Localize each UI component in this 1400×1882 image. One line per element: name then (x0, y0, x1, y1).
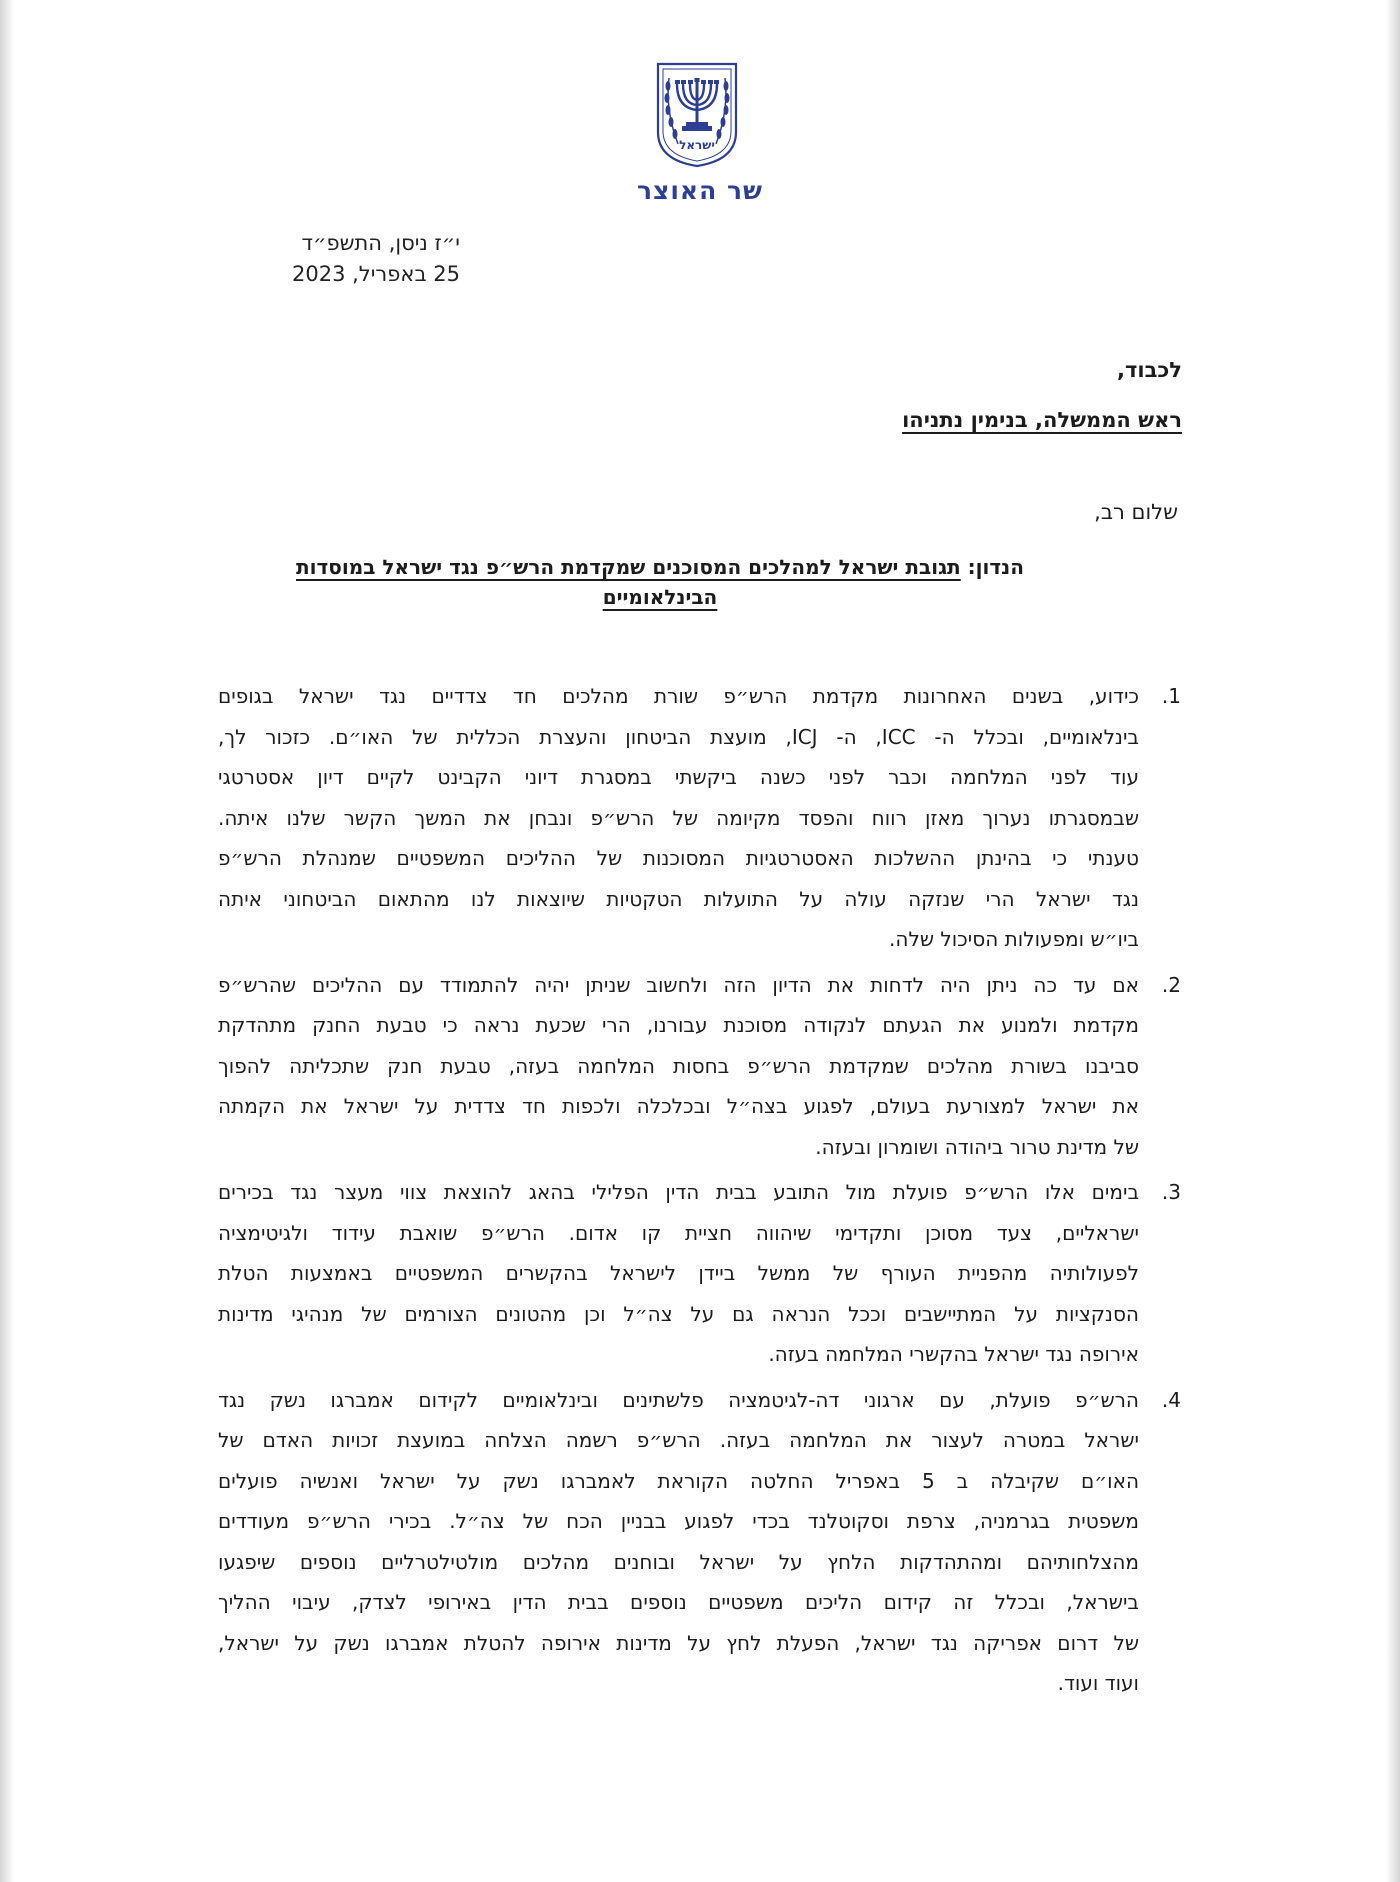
paragraph-number: 1. (1161, 684, 1181, 708)
subject-line (245, 552, 1075, 612)
paragraph-line: הרש״פ פועלת, עם ארגוני דה-לגיטמציה פלשתינים ובינלאומיים לקידום אמברגו נשק נגד (218, 1387, 1139, 1412)
emblem-text: ישראל (679, 138, 715, 152)
paragraph-line: כידוע, בשנים האחרונות מקדמת הרש״פ שורת מהלכים חד צדדיים נגד ישראל בגופים (218, 684, 1139, 708)
paragraph-line: מקדמת ולמנוע את הגעתם לנקודה מסוכנת עבורנו, הרי שכעת נראה כי טבעת החנק מתהדקת (218, 1013, 1139, 1037)
paragraph-line: נגד ישראל הרי שנזקה עולה על התועלות הטקטיות שיוצאות לנו מהתאום הביטחוני איתה (218, 886, 1139, 911)
issuer-title: שר האוצר (636, 176, 764, 205)
addressee-block (482, 358, 1182, 432)
paragraph-line: עוד לפני המלחמה וכבר לפני כשנה ביקשתי במסגרת דיוני הקבינט לקיים דיון אסטרטגי (218, 765, 1139, 789)
subject-text-line-2: הבינלאומיים (602, 585, 718, 609)
addressee-salutation: לכבוד, (1117, 358, 1182, 382)
paragraph-line: מהצלחותיהם ומהתהדקות הלחץ על ישראל ובוחנים מהלכים מולטילטרליים נוספים שיפגעו (218, 1549, 1139, 1574)
paragraph-line: טענתי כי בהינתן ההשלכות האסטרטגיות המסוכנות של ההליכים המשפטיים שמנהלת הרש״פ (218, 846, 1139, 870)
paragraph-2 (218, 965, 1181, 1168)
paragraph-line: בימים אלו הרש״פ פועלת מול התובע בבית הדין הפלילי בהאג להוצאת צווי מעצר נגד בכירים (218, 1180, 1139, 1204)
state-emblem-icon (652, 60, 742, 170)
paragraph-line: משפטית בגרמניה, צרפת וסקוטלנד בכדי לפגוע בבניין הכח של צה״ל. בכירי הרש״פ מעודדים (218, 1509, 1139, 1533)
paragraph-4 (218, 1380, 1181, 1704)
paragraph-line: של מדינת טרור ביהודה ושומרון ובעזה. (815, 1134, 1139, 1159)
paragraph-number: 3. (1161, 1180, 1181, 1204)
paragraph-line: לפעולותיה מהפניית העורף של ממשל ביידן לישראל בהקשרים המשפטיים באמצעות הטלת (218, 1261, 1139, 1285)
subject-prefix: הנדון: (960, 555, 1024, 579)
paragraph-1 (218, 676, 1181, 960)
paragraph-line: אם עד כה ניתן היה לדחות את הדיון הזה ולחשוב שניתן יהיה להתמודד עם ההליכים שהרש״פ (218, 972, 1139, 997)
paragraph-line: שבמסגרתו נערוך מאזן רווח והפסד מקיומה של הרש״פ ונבחן את המשך הקשר שלנו איתה. (218, 805, 1139, 830)
paragraph-number: 4. (1161, 1387, 1181, 1412)
paragraph-line: את ישראל למצורעת בעולם, לפגוע בצה״ל ובכלכלה ולכפות חד צדדית על ישראל את הקמתה (218, 1094, 1139, 1118)
paragraph-line: ישראל במטרה לעצור את המלחמה בעזה. הרש״פ רשמה הצלחה במועצת זכויות האדם של (218, 1428, 1139, 1452)
letter-dates (200, 228, 460, 290)
paragraph-line: ביו״ש ומפעולות הסיכול שלה. (889, 927, 1139, 951)
hebrew-date: י״ז ניסן, התשפ״ד (301, 231, 460, 255)
paragraph-line: ישראליים, צעד מסוכן ותקדימי שיהווה חציית קו אדום. הרש״פ שואבת עידוד ולגיטימציה (218, 1220, 1139, 1245)
paragraph-line: האו״ם שקיבלה ב 5 באפריל החלטה הקוראת לאמברגו נשק על ישראל ואנשיה פועלים (218, 1468, 1140, 1493)
gregorian-date: 25 באפריל, 2023 (292, 262, 460, 286)
greeting: שלום רב, (1094, 500, 1178, 524)
page-edge-left (0, 0, 14, 1882)
paragraph-3 (218, 1172, 1181, 1375)
paragraph-line: בינלאומיים, ובכלל ה- ICC, ה- ICJ, מועצת הביטחון והעצרת הכללית של האו״ם. כזכור לך, (218, 724, 1139, 749)
subject-text-line-1: תגובת ישראל למהלכים המסוכנים שמקדמת הרש״פ נגד ישראל במוסדות (296, 555, 961, 579)
page-edge-right (1386, 0, 1400, 1882)
paragraph-line: של דרום אפריקה נגד ישראל, הפעלת לחץ על מדינות אירופה להטלת אמברגו נשק על ישראל, (218, 1630, 1139, 1655)
letter-body (218, 676, 1181, 1709)
paragraph-number: 2. (1161, 972, 1181, 997)
addressee-name: ראש הממשלה, בנימין נתניהו (902, 408, 1182, 432)
paragraph-line: סביבנו בשורת מהלכים שמקדמת הרש״פ בחסות המלחמה בעזה, טבעת חנק שתכליתה להפוך (218, 1053, 1139, 1078)
paragraph-line: אירופה נגד ישראל בהקשרי המלחמה בעזה. (768, 1342, 1139, 1366)
paragraph-line: ועוד ועוד. (1057, 1671, 1139, 1695)
paragraph-line: בישראל, ובכלל זה קידום הליכים משפטיים נוספים בבית הדין באירופי לצדק, עיבוי ההליך (218, 1590, 1139, 1614)
paragraph-line: הסנקציות על המתיישבים וככל הנראה גם על צה״ל וכן מהטונים הצורמים של מנהיגי מדינות (218, 1301, 1139, 1326)
